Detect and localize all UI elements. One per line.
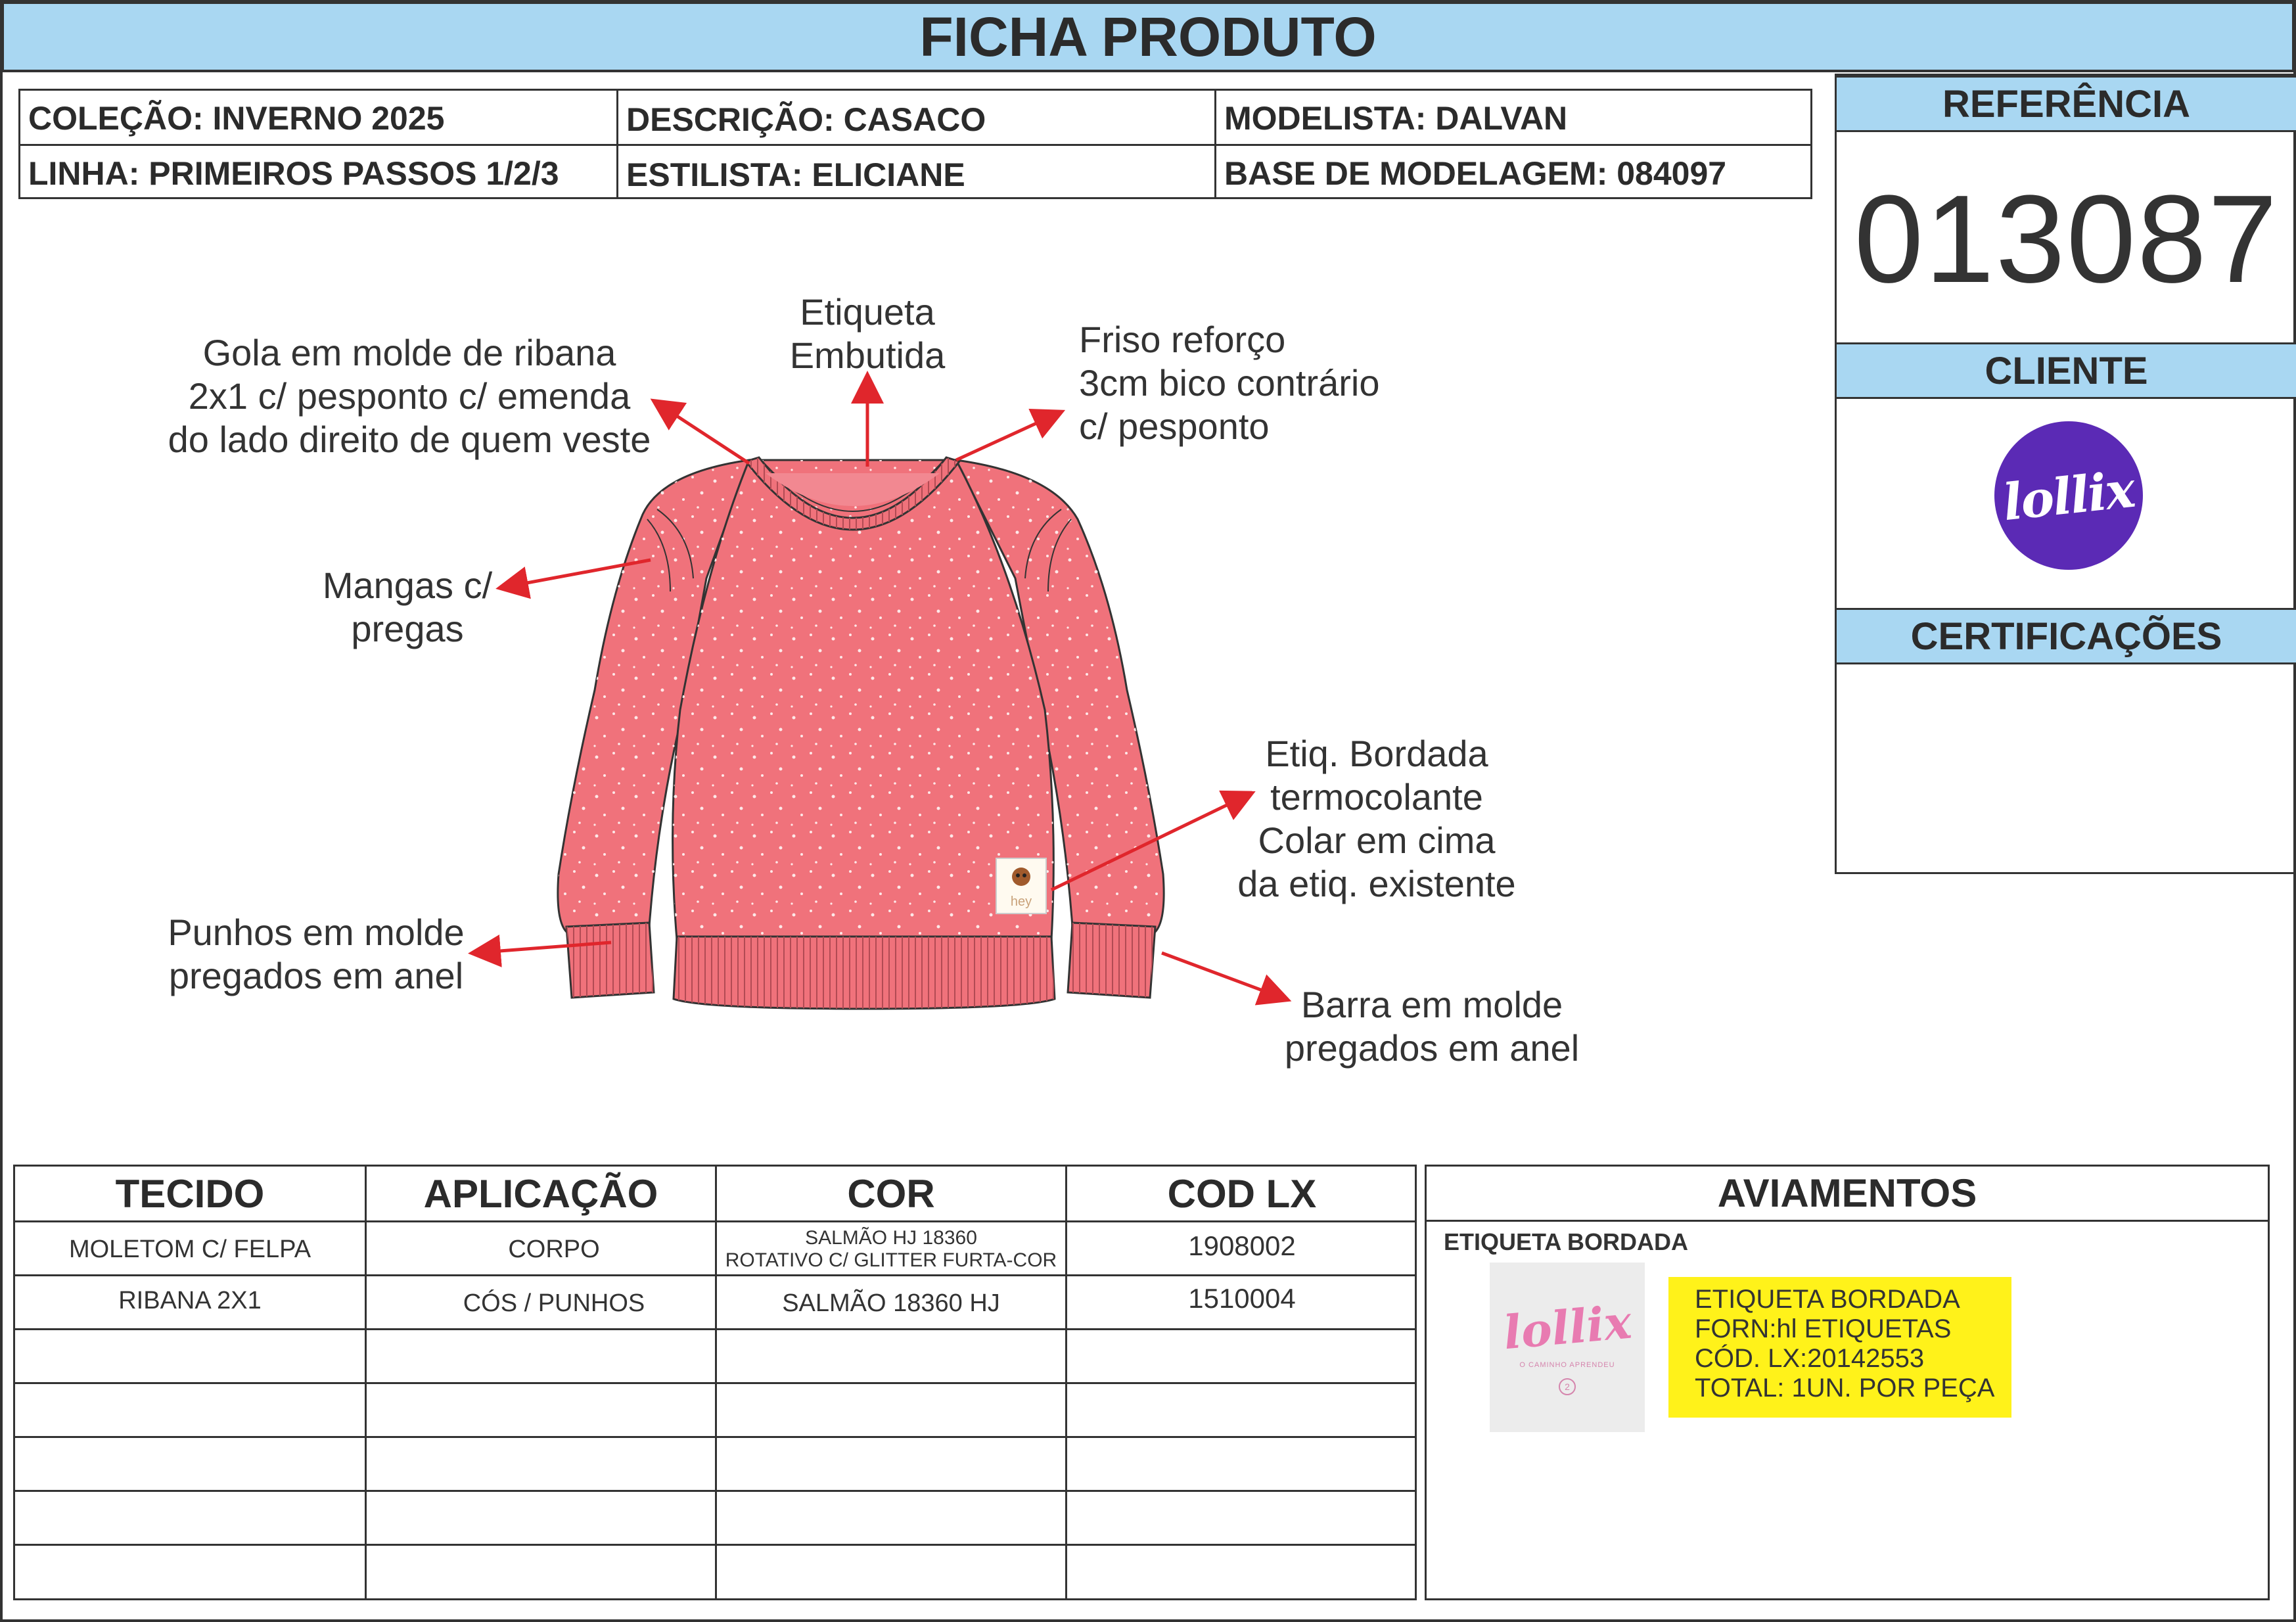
row1-cod: 1908002 — [1188, 1230, 1296, 1261]
client-logo-text: lollix — [2000, 459, 2137, 532]
descricao-field: DESCRIÇÃO: CASACO — [626, 101, 986, 138]
row2-cor: SALMÃO 18360 HJ — [782, 1289, 1000, 1317]
label-brand: lollix — [1501, 1294, 1634, 1360]
note-punhos: Punhos em molde pregados em anel — [168, 912, 465, 996]
row1-aplicacao: CORPO — [508, 1235, 600, 1263]
col-header-cor: COR — [847, 1171, 935, 1216]
linha-field: LINHA: PRIMEIROS PASSOS 1/2/3 — [28, 155, 559, 192]
estilista-field: ESTILISTA: ELICIANE — [626, 156, 965, 193]
aviamentos-item-title: ETIQUETA BORDADA — [1444, 1228, 1688, 1255]
aviamentos-title: AVIAMENTOS — [1427, 1167, 2268, 1222]
embroidered-badge — [996, 858, 1046, 914]
referencia-value: 013087 — [1854, 170, 2279, 309]
certificacoes-label: CERTIFICAÇÕES — [1837, 608, 2296, 664]
row2-aplicacao: CÓS / PUNHOS — [463, 1289, 645, 1317]
row2-tecido: RIBANA 2X1 — [118, 1286, 262, 1314]
page-title: FICHA PRODUTO — [919, 5, 1377, 68]
modelista-field: MODELISTA: DALVAN — [1224, 100, 1568, 137]
note-etiq-bordada: Etiq. Bordada termocolante Colar em cima da etiq. existente — [1237, 733, 1516, 904]
note-friso: Friso reforço 3cm bico contrário c/ pesponto — [1079, 319, 1380, 447]
arrow-gola — [656, 402, 749, 463]
col-header-tecido: TECIDO — [115, 1171, 265, 1216]
note-gola: Gola em molde de ribana 2x1 c/ pesponto c/ emenda do lado direito de quem veste — [168, 332, 651, 460]
referencia-label: REFERÊNCIA — [1837, 76, 2296, 132]
col-header-cod-lx: COD LX — [1167, 1171, 1317, 1216]
colecao-field: COLEÇÃO: INVERNO 2025 — [28, 100, 445, 137]
label-tagline: O CAMINHO APRENDEU — [1519, 1360, 1615, 1369]
base-modelagem-field: BASE DE MODELAGEM: 084097 — [1224, 155, 1727, 192]
note-mangas: Mangas c/ pregas — [322, 565, 493, 649]
row1-cor: SALMÃO HJ 18360 ROTATIVO C/ GLITTER FURTA-COR — [725, 1227, 1057, 1271]
arrow-friso — [956, 413, 1059, 460]
embroidered-label-image — [1490, 1263, 1645, 1432]
materials-table — [13, 1165, 1417, 1600]
label-number: 2 — [1559, 1378, 1576, 1395]
note-barra: Barra em molde pregados em anel — [1284, 984, 1580, 1069]
row1-tecido: MOLETOM C/ FELPA — [68, 1235, 311, 1263]
label-details-box: ETIQUETA BORDADA FORN:hl ETIQUETAS CÓD. LX:20142553 TOTAL: 1UN. POR PEÇA — [1668, 1277, 2011, 1418]
note-etiqueta: Etiqueta Embutida — [789, 291, 946, 376]
cliente-label: CLIENTE — [1837, 342, 2296, 399]
row2-cod: 1510004 — [1188, 1283, 1296, 1314]
badge-text: hey — [1010, 894, 1032, 909]
col-header-aplicacao: APLICAÇÃO — [423, 1171, 658, 1216]
aviamentos-box — [1425, 1165, 2270, 1600]
